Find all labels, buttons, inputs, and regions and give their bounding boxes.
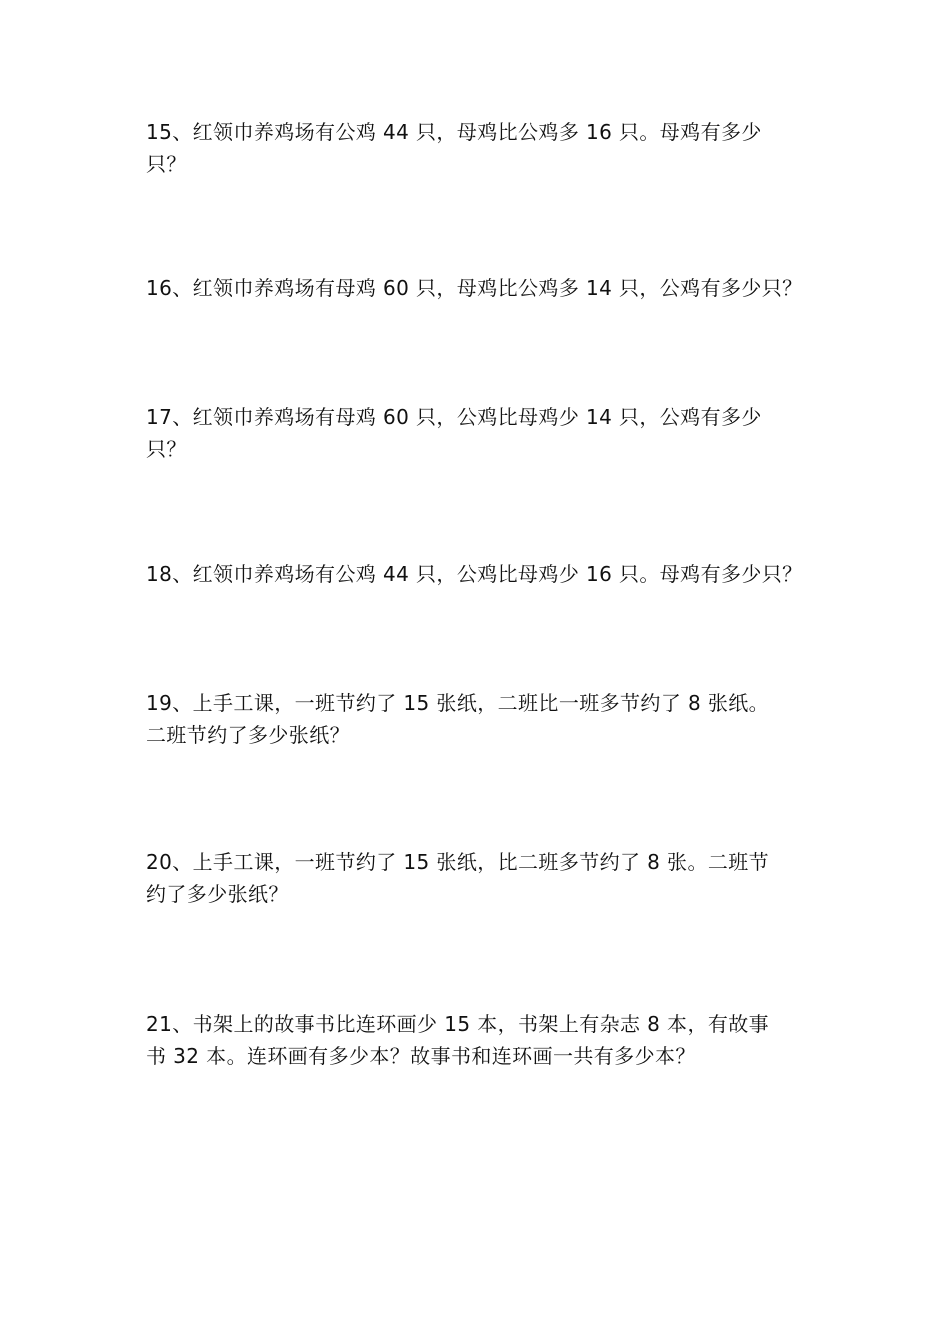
problem-text-line: 书 32 本。连环画有多少本？故事书和连环画一共有多少本？ bbox=[146, 1044, 696, 1068]
problem-20 bbox=[146, 846, 810, 910]
problem-text-line: 19、上手工课，一班节约了 15 张纸，二班比一班多节约了 8 张纸。 bbox=[146, 691, 770, 715]
problem-text-line: 约了多少张纸？ bbox=[146, 882, 289, 906]
problem-text-line: 18、红领巾养鸡场有公鸡 44 只，公鸡比母鸡少 16 只。母鸡有多少只？ bbox=[146, 562, 803, 586]
problem-text-line: 21、书架上的故事书比连环画少 15 本，书架上有杂志 8 本，有故事 bbox=[146, 1012, 770, 1036]
problem-15 bbox=[146, 116, 810, 180]
problem-21 bbox=[146, 1008, 810, 1072]
problem-text-line: 只？ bbox=[146, 152, 187, 176]
problem-text-line: 20、上手工课，一班节约了 15 张纸，比二班多节约了 8 张。二班节 bbox=[146, 850, 770, 874]
problem-16 bbox=[146, 272, 810, 304]
problem-text-line: 只？ bbox=[146, 437, 187, 461]
problem-text-line: 二班节约了多少张纸？ bbox=[146, 723, 350, 747]
problem-text-line: 17、红领巾养鸡场有母鸡 60 只，公鸡比母鸡少 14 只，公鸡有多少 bbox=[146, 405, 762, 429]
problem-19 bbox=[146, 687, 810, 751]
problem-text-line: 16、红领巾养鸡场有母鸡 60 只，母鸡比公鸡多 14 只，公鸡有多少只？ bbox=[146, 276, 803, 300]
problem-18 bbox=[146, 558, 810, 590]
problem-17 bbox=[146, 401, 810, 465]
problem-text-line: 15、红领巾养鸡场有公鸡 44 只，母鸡比公鸡多 16 只。母鸡有多少 bbox=[146, 120, 762, 144]
